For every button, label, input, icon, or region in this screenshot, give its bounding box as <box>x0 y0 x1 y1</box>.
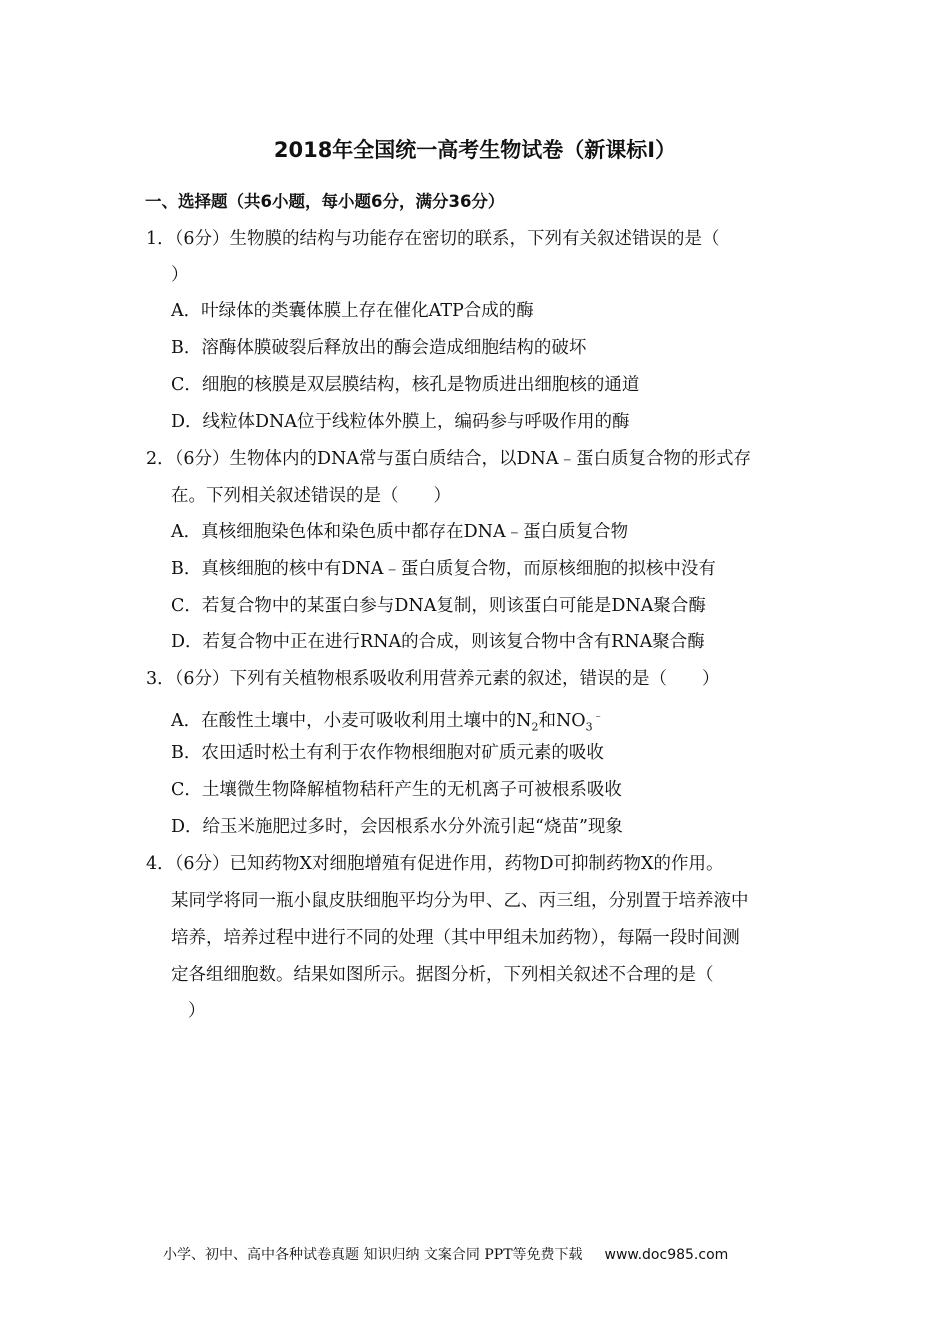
page-title: 2018年全国统一高考生物试卷（新课标Ⅰ） <box>273 138 677 162</box>
q3-stem: 3．（6分）下列有关植物根系吸收利用营养元素的叙述，错误的是（ ） <box>146 669 720 689</box>
page-footer <box>163 1244 728 1264</box>
q4-stem-line4: 定各组细胞数。结果如图所示。据图分析，下列相关叙述不合理的是（ <box>171 965 714 985</box>
q1-option-a: A．叶绿体的类囊体膜上存在催化ATP合成的酶 <box>171 301 534 321</box>
section-heading: 一、选择题（共6小题，每小题6分，满分36分） <box>145 192 505 211</box>
q3-option-a: A．在酸性土壤中，小麦可吸收利用土壤中的$N_2$和$NO_3^﹣$ <box>171 709 604 734</box>
q1-option-d: D．线粒体DNA位于线粒体外膜上，编码参与呼吸作用的酶 <box>171 412 630 432</box>
q2-stem-line1: 2．（6分）生物体内的DNA常与蛋白质结合，以DNA﹣蛋白质复合物的形式存 <box>146 449 751 469</box>
q2-option-c: C．若复合物中的某蛋白参与DNA复制，则该蛋白可能是DNA聚合酶 <box>171 596 706 616</box>
q3-option-c: C．土壤微生物降解植物秸秆产生的无机离子可被根系吸收 <box>171 780 622 800</box>
q2-option-b: B．真核细胞的核中有DNA﹣蛋白质复合物，而原核细胞的拟核中没有 <box>171 559 716 579</box>
q4-stem-line1: 4．（6分）已知药物X对细胞增殖有促进作用，药物D可抑制药物X的作用。 <box>146 854 724 874</box>
q1-stem-line1: 1．（6分）生物膜的结构与功能存在密切的联系，下列有关叙述错误的是（ <box>146 229 720 249</box>
footer-text: 小学、初中、高中各种试卷真题 知识归纳 文案合同 PPT等免费下载 <box>163 1247 583 1263</box>
q2-stem-line2: 在。下列相关叙述错误的是（ ） <box>171 486 451 506</box>
footer-url[interactable]: www.doc985.com <box>604 1247 729 1263</box>
q3-option-b: B．农田适时松土有利于农作物根细胞对矿质元素的吸收 <box>171 743 604 763</box>
q2-option-a: A．真核细胞染色体和染色质中都存在DNA﹣蛋白质复合物 <box>171 522 629 542</box>
q1-stem-line2: ） <box>171 265 189 285</box>
q1-option-c: C．细胞的核膜是双层膜结构，核孔是物质进出细胞核的通道 <box>171 375 640 395</box>
q3-option-d: D．给玉米施肥过多时，会因根系水分外流引起“烧苗”现象 <box>171 817 623 837</box>
q1-option-b: B．溶酶体膜破裂后释放出的酶会造成细胞结构的破坏 <box>171 338 587 358</box>
q2-option-d: D．若复合物中正在进行RNA的合成，则该复合物中含有RNA聚合酶 <box>171 632 705 652</box>
q4-stem-line5: ） <box>188 1001 206 1021</box>
q4-stem-line3: 培养，培养过程中进行不同的处理（其中甲组未加药物），每隔一段时间测 <box>171 928 740 948</box>
q4-stem-line2: 某同学将同一瓶小鼠皮肤细胞平均分为甲、乙、丙三组，分别置于培养液中 <box>171 891 749 911</box>
